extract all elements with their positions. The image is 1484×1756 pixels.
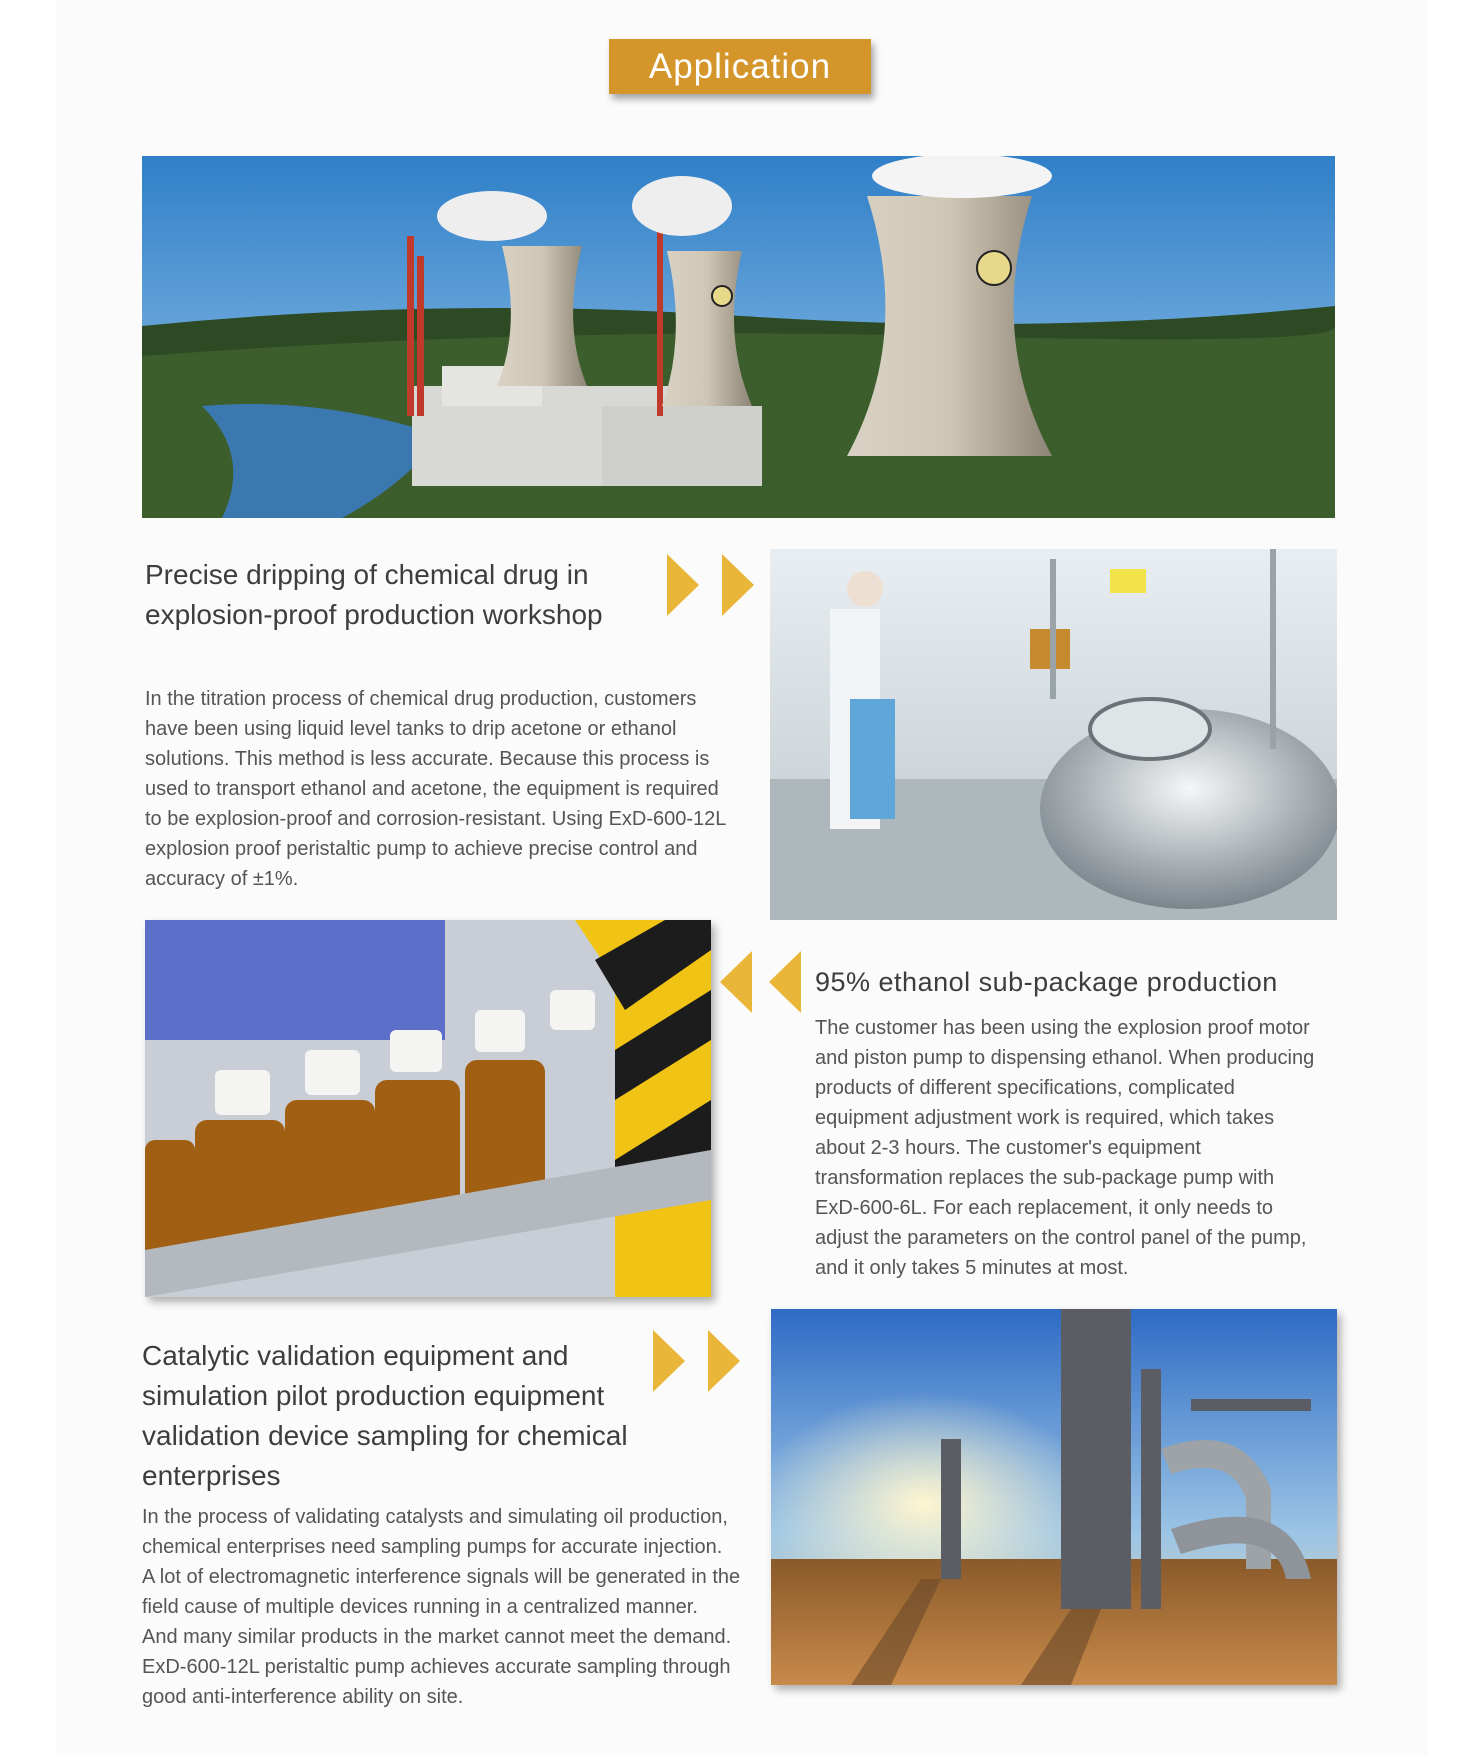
arrow-right-icon: [708, 1330, 740, 1392]
power-plant-banner-image: [142, 156, 1335, 518]
section-2-body: The customer has been using the explosion proof motor and piston pump to dispensing ethanol. When producing products of different specifications, complicated equipment adjustment work is required, which takes about 2-3 hours. The customer's equipment transformation replaces the sub-package pump with ExD-600-6L. For each replacement, it only needs to adjust the parameters on the control panel of the pump, and it only takes 5 minutes at most.: [815, 1017, 1315, 1279]
application-badge-label: Application: [648, 46, 832, 86]
pharma-workshop-image: [770, 549, 1337, 920]
ethanol-bottles-image: [145, 920, 711, 1297]
section-2-title: 95% ethanol sub-package production: [815, 967, 1278, 997]
arrow-left-icon: [720, 951, 752, 1013]
section-3-title: Catalytic validation equipment and simulation pilot production equipment validation device sampling for chemical enterprises: [142, 1340, 628, 1491]
refinery-sunset-image: [771, 1309, 1337, 1685]
arrow-right-icon: [653, 1330, 685, 1392]
arrow-right-icon: [722, 554, 754, 616]
arrow-left-icon: [769, 951, 801, 1013]
section-1-title: Precise dripping of chemical drug in explosion-proof production workshop: [145, 559, 603, 630]
application-badge: [609, 39, 871, 94]
section-3-body: In the process of validating catalysts and simulating oil production, chemical enterprises need sampling pumps for accurate injection. A lot of electromagnetic interference signals will be generated in the field cause of multiple devices running in a centralized manner. And many similar products in the market cannot meet the demand. ExD-600-12L peristaltic pump achieves accurate sampling through good anti-interference ability on site.: [142, 1506, 741, 1708]
arrow-right-icon: [667, 554, 699, 616]
section-1-body: In the titration process of chemical drug production, customers have been using liquid level tanks to drip acetone or ethanol solutions. This method is less accurate. Because this process is used to transport ethanol and acetone, the equipment is required to be explosion-proof and corrosion-resistant. Using ExD-600-12L explosion proof peristaltic pump to achieve precise control and accuracy of ±1%.: [145, 688, 727, 890]
